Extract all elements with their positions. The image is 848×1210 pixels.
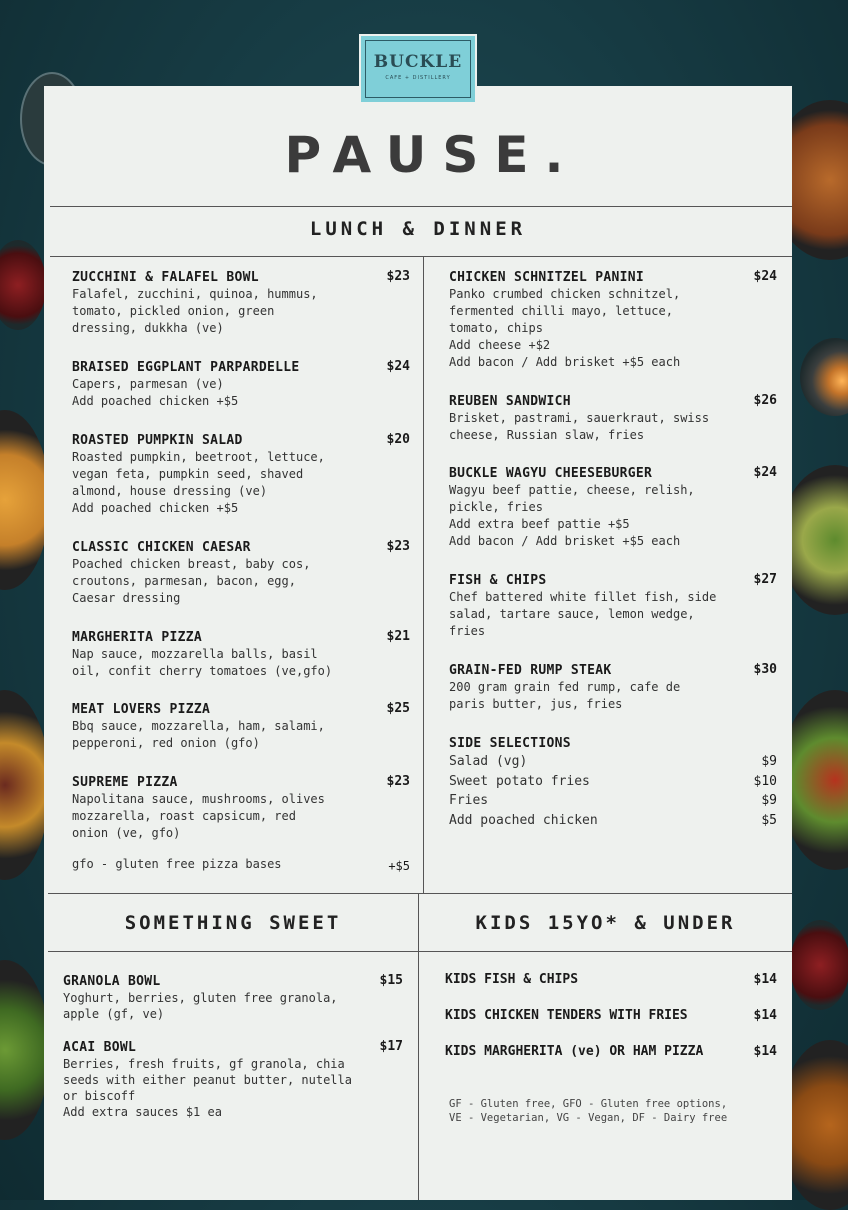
side-price: $9: [761, 793, 777, 808]
menu-item: [72, 269, 410, 359]
candle-image: [800, 338, 848, 416]
wine-glass-image: [790, 920, 848, 1010]
side-item: [449, 772, 777, 792]
item-price: $24: [753, 269, 777, 284]
item-description: Bbq sauce, mozzarella, ham, salami, pepperoni, red onion (gfo): [72, 719, 325, 750]
salad-plate-image: [0, 960, 50, 1140]
item-price: $25: [386, 701, 410, 716]
item-price: $23: [386, 774, 410, 789]
menu-item: [72, 774, 410, 856]
item-description: 200 gram grain fed rump, cafe de paris butter, jus, fries: [449, 680, 681, 711]
gfo-note-price: +$5: [388, 859, 410, 873]
menu-item: [72, 432, 410, 539]
gfo-note-text: gfo - gluten free pizza bases: [72, 857, 282, 871]
item-name: GRAIN-FED RUMP STEAK: [449, 663, 612, 678]
logo-subtitle: CAFE + DISTILLERY: [385, 75, 451, 81]
divider: [48, 951, 792, 952]
side-price: $5: [761, 812, 777, 828]
menu-item: [449, 465, 777, 572]
item-description: Poached chicken breast, baby cos, croutons, parmesan, bacon, egg, Caesar dressing: [72, 557, 311, 605]
kids-item-name: KIDS FISH & CHIPS: [445, 972, 579, 987]
item-name: SUPREME PIZZA: [72, 775, 178, 790]
divider: [418, 894, 419, 1200]
steak-plate-image: [0, 690, 50, 880]
kids-item: [445, 1044, 777, 1059]
kids-item: [445, 972, 777, 987]
divider: [50, 206, 792, 207]
menu-item: [449, 393, 777, 465]
item-name: MARGHERITA PIZZA: [72, 630, 203, 645]
divider: [50, 256, 792, 257]
kids-item-price: $14: [753, 1044, 777, 1059]
menu-item: [72, 701, 410, 774]
item-price: $27: [753, 572, 777, 587]
section-lunch-dinner: LUNCH & DINNER: [309, 218, 527, 240]
item-description: Falafel, zucchini, quinoa, hummus, tomato, pickled onion, green dressing, dukkha (ve): [72, 287, 318, 335]
item-price: $15: [379, 973, 403, 988]
item-description: Brisket, pastrami, sauerkraut, swiss cheese, Russian slaw, fries: [449, 411, 710, 442]
left-menu-column: [72, 269, 410, 876]
divider: [48, 893, 792, 894]
item-price: $24: [386, 359, 410, 374]
menu-item: [72, 539, 410, 629]
side-item: [449, 811, 777, 831]
item-name: CHICKEN SCHNITZEL PANINI: [449, 270, 645, 285]
item-description: Capers, parmesan (ve) Add poached chicken +$5: [72, 377, 239, 408]
side-item: [449, 791, 777, 811]
item-description: Yoghurt, berries, gluten free granola, apple (gf, ve): [63, 991, 338, 1021]
page-title: PAUSE.: [284, 126, 580, 184]
logo-name: BUCKLE: [373, 52, 463, 72]
kids-item-name: KIDS MARGHERITA (ve) OR HAM PIZZA: [445, 1044, 704, 1059]
item-price: $20: [386, 432, 410, 447]
side-price: $9: [761, 754, 777, 769]
side-name: Add poached chicken: [449, 812, 598, 828]
side-selections: [449, 735, 777, 830]
item-name: REUBEN SANDWICH: [449, 394, 571, 409]
side-name: Sweet potato fries: [449, 773, 590, 789]
item-price: $21: [386, 629, 410, 644]
item-description: Napolitana sauce, mushrooms, olives mozzarella, roast capsicum, red onion (ve, gfo): [72, 792, 325, 840]
item-price: $23: [386, 269, 410, 284]
section-kids: KIDS 15YO* & UNDER: [475, 912, 736, 934]
item-description: Roasted pumpkin, beetroot, lettuce, vegan feta, pumpkin seed, shaved almond, house dressing (ve) Add poached chicken +$5: [72, 450, 325, 515]
side-item: [449, 752, 777, 772]
menu-item: [449, 572, 777, 662]
kids-item-name: KIDS CHICKEN TENDERS WITH FRIES: [445, 1008, 688, 1023]
kids-item: [445, 1008, 777, 1023]
item-name: ACAI BOWL: [63, 1040, 137, 1055]
menu-item: [449, 269, 777, 393]
kids-item-price: $14: [753, 972, 777, 987]
item-name: FISH & CHIPS: [449, 573, 547, 588]
item-name: MEAT LOVERS PIZZA: [72, 702, 211, 717]
side-name: Fries: [449, 793, 489, 808]
item-description: Wagyu beef pattie, cheese, relish, pickle, fries Add extra beef pattie +$5 Add bacon / Add brisket +$5 each: [449, 483, 695, 548]
item-name: CLASSIC CHICKEN CAESAR: [72, 540, 251, 555]
section-something-sweet: SOMETHING SWEET: [124, 912, 342, 934]
buckle-logo: [359, 34, 477, 104]
kids-item-price: $14: [753, 1008, 777, 1023]
side-price: $10: [753, 773, 777, 789]
menu-item: [72, 359, 410, 432]
item-name: ZUCCHINI & FALAFEL BOWL: [72, 270, 259, 285]
menu-item: [449, 662, 777, 735]
wine-glass-image: [0, 240, 46, 330]
item-price: $17: [379, 1039, 403, 1054]
item-description: Nap sauce, mozzarella balls, basil oil, confit cherry tomatoes (ve,gfo): [72, 647, 333, 678]
item-price: $24: [753, 465, 777, 480]
item-name: BUCKLE WAGYU CHEESEBURGER: [449, 466, 653, 481]
menu-item: [72, 629, 410, 701]
right-menu-column: [449, 269, 777, 830]
menu-item: [63, 1039, 403, 1120]
item-name: BRAISED EGGPLANT PARPARDELLE: [72, 360, 300, 375]
side-name: Salad (vg): [449, 754, 528, 769]
item-description: Panko crumbed chicken schnitzel, fermented chilli mayo, lettuce, tomato, chips Add cheese +$2 Add bacon / Add brisket +$5 each: [449, 287, 681, 369]
gfo-note: [72, 856, 410, 876]
item-name: GRANOLA BOWL: [63, 974, 161, 989]
item-name: ROASTED PUMPKIN SALAD: [72, 433, 243, 448]
dietary-legend: GF - Gluten free, GFO - Gluten free options, VE - Vegetarian, VG - Vegan, DF - Dairy free: [449, 1098, 728, 1124]
item-description: Chef battered white fillet fish, side salad, tartare sauce, lemon wedge, fries: [449, 590, 717, 638]
item-price: $30: [753, 662, 777, 677]
item-price: $26: [753, 393, 777, 408]
item-price: $23: [386, 539, 410, 554]
sweet-column: [63, 973, 403, 1120]
side-selections-title: SIDE SELECTIONS: [449, 736, 571, 751]
fries-plate-image: [0, 410, 50, 590]
item-description: Berries, fresh fruits, gf granola, chia seeds with either peanut butter, nutella or biscoff Add extra sauces $1 ea: [63, 1057, 352, 1119]
divider: [423, 257, 424, 893]
menu-item: [63, 973, 403, 1039]
